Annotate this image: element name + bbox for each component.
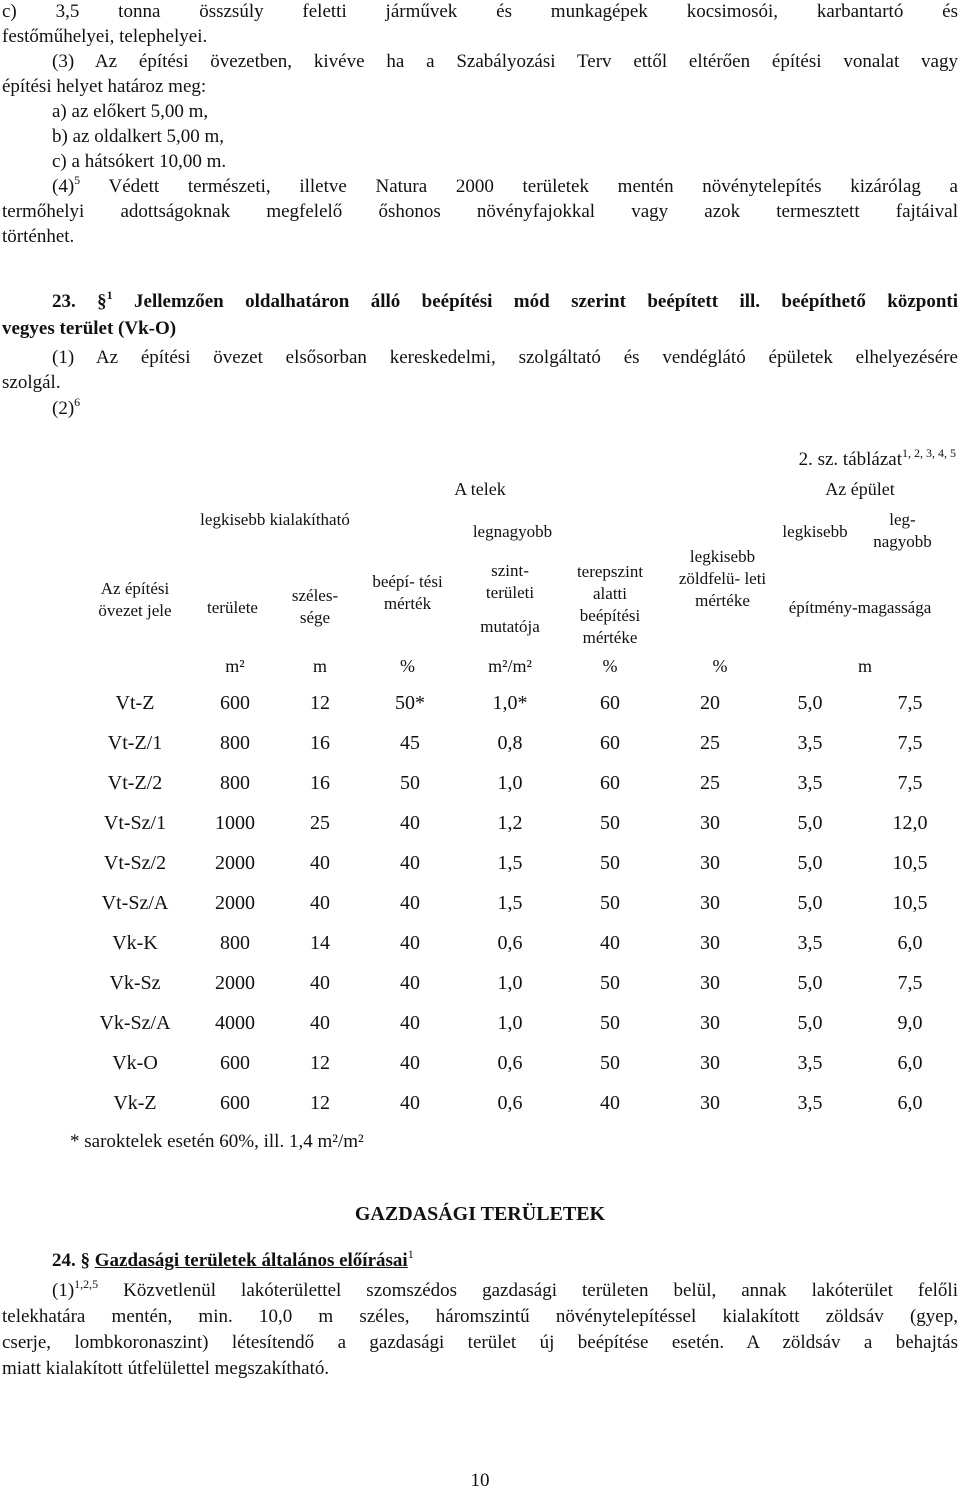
table-cell-terepszint: 50 (600, 1012, 620, 1034)
table-cell-terulet: 800 (220, 932, 250, 954)
table-cell-terepszint: 50 (600, 892, 620, 914)
caption-text: 2. sz. táblázat (798, 449, 902, 470)
section-title: Gazdasági területek általános előírásai (94, 1250, 408, 1271)
table-cell-terulet: 600 (220, 692, 250, 714)
footnote-ref: 6 (74, 394, 81, 409)
table-cell-max-mag: 7,5 (897, 692, 923, 714)
table-cell-beepitesi: 40 (400, 1092, 420, 1114)
table-cell-max-mag: 10,5 (892, 892, 928, 914)
table-cell-jel: Vk-Z (113, 1092, 157, 1114)
list-item: a) az előkert 5,00 m, (52, 101, 209, 122)
table-cell-terulet: 2000 (215, 892, 255, 914)
footnote-ref: 1,2,5 (74, 1276, 99, 1291)
table-cell-min-mag: 3,5 (797, 732, 823, 754)
header-terulete: területe (207, 598, 258, 617)
header-terepszint: terepszint alatti beépítési mértéke (576, 562, 644, 647)
header-mutatoja: mutatója (480, 617, 540, 636)
table-row (80, 725, 950, 761)
table-cell-jel: Vk-K (112, 932, 158, 954)
table-cell-szelesseg: 40 (310, 852, 330, 874)
table-row (80, 885, 950, 921)
table-cell-szintteruleti: 0,8 (497, 732, 523, 754)
text-line: (1) Az építési övezet elsősorban kereskedelmi, szolgáltató és vendéglátó épületek elhelyezésére (52, 347, 958, 368)
table-cell-beepitesi: 40 (400, 812, 420, 834)
text-line: c) 3,5 tonna összsúly feletti járművek és munkagépek kocsimosói, karbantartó és (2, 1, 958, 22)
table-cell-max-mag: 7,5 (897, 972, 923, 994)
table-cell-jel: Vt-Sz/1 (103, 812, 167, 834)
header-ovezet-jele: Az építési övezet jele (98, 579, 172, 620)
table-cell-max-mag: 9,0 (897, 1012, 923, 1034)
table-cell-szelesseg: 40 (310, 1012, 330, 1034)
table-caption (760, 445, 956, 472)
table-cell-terepszint: 50 (600, 1052, 620, 1074)
text-line: építési helyet határoz meg: (2, 76, 207, 97)
table-cell-zold: 30 (700, 892, 720, 914)
section-number: 24. (52, 1250, 76, 1271)
paragraph-text: Közvetlenül lakóterülettel szomszédos gazdasági területen belül, annak lakóterület felőli (98, 1280, 958, 1301)
table-cell-min-mag: 5,0 (797, 892, 823, 914)
table-cell-szelesseg: 14 (310, 932, 330, 954)
text-line: termőhelyi adottságoknak megfelelő őshonos növényfajokkal vagy azok termesztett fajtáival (2, 201, 958, 222)
table-cell-terepszint: 50 (600, 812, 620, 834)
paragraph-number: (2) (52, 398, 75, 419)
table-cell-terulet: 4000 (215, 1012, 255, 1034)
paragraph-2 (2, 394, 958, 421)
unit-cell: m (857, 656, 872, 676)
footnote-ref: 5 (74, 172, 81, 187)
table-cell-terulet: 2000 (215, 852, 255, 874)
header-zoldfelulet: legkisebb zöldfelü- leti mértéke (678, 547, 767, 610)
table-cell-szintteruleti: 1,0 (497, 772, 523, 794)
paragraph-number: (4) (52, 176, 75, 197)
table-cell-zold: 20 (700, 692, 720, 714)
table-cell-terepszint: 40 (600, 1092, 620, 1114)
table-cell-szelesseg: 40 (310, 892, 330, 914)
table-cell-szintteruleti: 0,6 (497, 1092, 523, 1114)
text-line: miatt kialakított útfelülettel megszakítható. (2, 1358, 330, 1379)
section-heading: 24. § Gazdasági területek általános előírásai$^1$ (52, 1246, 414, 1271)
unit-cell: m² (225, 656, 245, 676)
table-cell-terepszint: 50 (600, 852, 620, 874)
list-item: b) az oldalkert 5,00 m, (52, 126, 225, 147)
header-telek: A telek (454, 479, 506, 499)
text-line: történhet. (2, 226, 75, 247)
table-cell-zold: 30 (700, 1052, 720, 1074)
table-cell-terulet: 1000 (215, 812, 255, 834)
table-cell-max-mag: 10,5 (892, 852, 928, 874)
table-cell-jel: Vt-Sz/A (101, 892, 169, 914)
table-cell-jel: Vk-Sz/A (99, 1012, 171, 1034)
header-epulet-legkisebb: legkisebb (782, 522, 848, 541)
table-cell-zold: 25 (700, 732, 720, 754)
table-cell-beepitesi: 50 (400, 772, 420, 794)
table-row (80, 1045, 950, 1081)
table-cell-beepitesi: 40 (400, 972, 420, 994)
table-cell-beepitesi: 40 (400, 852, 420, 874)
table-row (80, 1085, 950, 1121)
table-row (80, 685, 950, 721)
list-item: c) a hátsókert 10,00 m. (52, 151, 227, 172)
table-cell-beepitesi: 40 (400, 932, 420, 954)
table-cell-min-mag: 5,0 (797, 1012, 823, 1034)
text-line: telekhatára mentén, min. 10,0 m széles, háromszintű növénytelepítéssel kialakított zöldsáv (gyep, (2, 1306, 958, 1327)
header-legnagyobb: legnagyobb (472, 522, 553, 541)
table-cell-beepitesi: 40 (400, 1012, 420, 1034)
table-cell-terepszint: 60 (600, 732, 620, 754)
header-epulet: Az épület (825, 479, 895, 499)
table-cell-terulet: 2000 (215, 972, 255, 994)
table-cell-terulet: 600 (220, 1052, 250, 1074)
text-line: festőműhelyei, telephelyei. (2, 26, 208, 47)
table-cell-min-mag: 5,0 (797, 852, 823, 874)
header-epulet-legnagyobb: leg- nagyobb (873, 510, 932, 551)
table-cell-jel: Vt-Z/1 (107, 732, 163, 754)
section-number: 23. (52, 291, 76, 312)
table-cell-terulet: 800 (220, 772, 250, 794)
table-cell-szelesseg: 16 (310, 772, 330, 794)
table-cell-jel: Vt-Z (115, 692, 155, 714)
header-legkisebb-kialakithato: legkisebb kialakítható (200, 510, 350, 529)
table-cell-jel: Vt-Sz/2 (103, 852, 167, 874)
table-cell-szintteruleti: 1,5 (497, 892, 523, 914)
header-beepitesi-mertek: beépí- tési mérték (372, 572, 443, 613)
table-cell-szelesseg: 16 (310, 732, 330, 754)
section-heading-line: vegyes terület (Vk-O) (2, 318, 177, 339)
page-number: 10 (470, 1470, 490, 1491)
table-cell-szintteruleti: 1,5 (497, 852, 523, 874)
table-cell-zold: 30 (700, 972, 720, 994)
table-row (80, 1005, 950, 1041)
chapter-heading: GAZDASÁGI TERÜLETEK (354, 1203, 606, 1225)
text-line: (3) Az építési övezetben, kivéve ha a Szabályozási Terv ettől eltérően építési vonalat vagy (52, 51, 958, 72)
table-cell-terulet: 800 (220, 732, 250, 754)
unit-cell: m²/m² (488, 656, 532, 676)
table-cell-jel: Vk-Sz (109, 972, 161, 994)
table-cell-terepszint: 60 (600, 692, 620, 714)
table-cell-beepitesi: 50* (395, 692, 425, 714)
table-cell-szintteruleti: 0,6 (497, 932, 523, 954)
table-cell-zold: 30 (700, 1012, 720, 1034)
table-cell-beepitesi: 40 (400, 892, 420, 914)
paragraph-4-line (2, 172, 958, 199)
table-cell-zold: 30 (700, 812, 720, 834)
unit-cell: % (400, 656, 415, 676)
table-cell-zold: 25 (700, 772, 720, 794)
table-cell-terepszint: 60 (600, 772, 620, 794)
table-row (80, 805, 950, 841)
table-cell-min-mag: 5,0 (797, 972, 823, 994)
table-cell-szelesseg: 25 (310, 812, 330, 834)
section-heading: 23. §$^1$ Jellemzően oldalhatáron álló beépítési mód szerint beépített ill. beépíthető központi (52, 287, 959, 312)
table-cell-szelesseg: 40 (310, 972, 330, 994)
table-cell-jel: Vt-Z/2 (107, 772, 163, 794)
table-cell-min-mag: 3,5 (797, 1052, 823, 1074)
table-cell-terulet: 600 (220, 1092, 250, 1114)
table-cell-min-mag: 5,0 (797, 812, 823, 834)
text-line: szolgál. (2, 372, 61, 393)
unit-cell: m (312, 656, 327, 676)
table-row (80, 845, 950, 881)
table-cell-min-mag: 3,5 (797, 932, 823, 954)
table-cell-max-mag: 7,5 (897, 772, 923, 794)
table-cell-szintteruleti: 1,0* (492, 692, 528, 714)
header-szelessege: széles- sége (291, 586, 339, 627)
table-cell-max-mag: 12,0 (892, 812, 928, 834)
table-row (80, 765, 950, 801)
table-cell-min-mag: 3,5 (797, 772, 823, 794)
table-cell-szelesseg: 12 (310, 692, 330, 714)
table-cell-max-mag: 6,0 (897, 1092, 923, 1114)
header-epitmenymagassag: építmény-magassága (788, 598, 932, 617)
table-cell-zold: 30 (700, 852, 720, 874)
table-row (80, 965, 950, 1001)
caption-footnotes: 1, 2, 3, 4, 5 (902, 445, 956, 460)
table-cell-max-mag: 6,0 (897, 1052, 923, 1074)
table-cell-zold: 30 (700, 1092, 720, 1114)
table-footnote: * saroktelek esetén 60%, ill. 1,4 m²/m² (70, 1131, 364, 1152)
paragraph-line (2, 1276, 958, 1303)
table-cell-max-mag: 6,0 (897, 932, 923, 954)
section-title: Jellemzően oldalhatáron álló beépítési mód szerint beépített ill. beépíthető központi (112, 291, 959, 312)
unit-cell: % (602, 656, 618, 676)
table-row (80, 925, 950, 961)
table-cell-zold: 30 (700, 932, 720, 954)
table-cell-terepszint: 40 (600, 932, 620, 954)
table-cell-szintteruleti: 0,6 (497, 1052, 523, 1074)
table-cell-szintteruleti: 1,2 (497, 812, 523, 834)
footnote-ref: 1 (106, 287, 113, 302)
table-cell-beepitesi: 40 (400, 1052, 420, 1074)
table-cell-max-mag: 7,5 (897, 732, 923, 754)
table-cell-szelesseg: 12 (310, 1052, 330, 1074)
unit-cell: % (712, 656, 728, 676)
paragraph-text: Védett természeti, illetve Natura 2000 területek mentén növénytelepítés kizárólag a (80, 176, 958, 197)
table-cell-beepitesi: 45 (400, 732, 420, 754)
table-cell-min-mag: 3,5 (797, 1092, 823, 1114)
text-line: cserje, lombkoronaszint) létesítendő a gazdasági terület új beépítése esetén. A zöldsáv a behajtás (2, 1332, 958, 1353)
table-cell-szintteruleti: 1,0 (497, 1012, 523, 1034)
footnote-ref: 1 (407, 1246, 414, 1261)
table-cell-terepszint: 50 (600, 972, 620, 994)
table-cell-min-mag: 5,0 (797, 692, 823, 714)
table-cell-szelesseg: 12 (310, 1092, 330, 1114)
table-cell-szintteruleti: 1,0 (497, 972, 523, 994)
header-szintteruleti: szint- területi (485, 561, 535, 602)
paragraph-number: (1) (52, 1280, 75, 1301)
table-cell-jel: Vk-O (112, 1052, 158, 1074)
